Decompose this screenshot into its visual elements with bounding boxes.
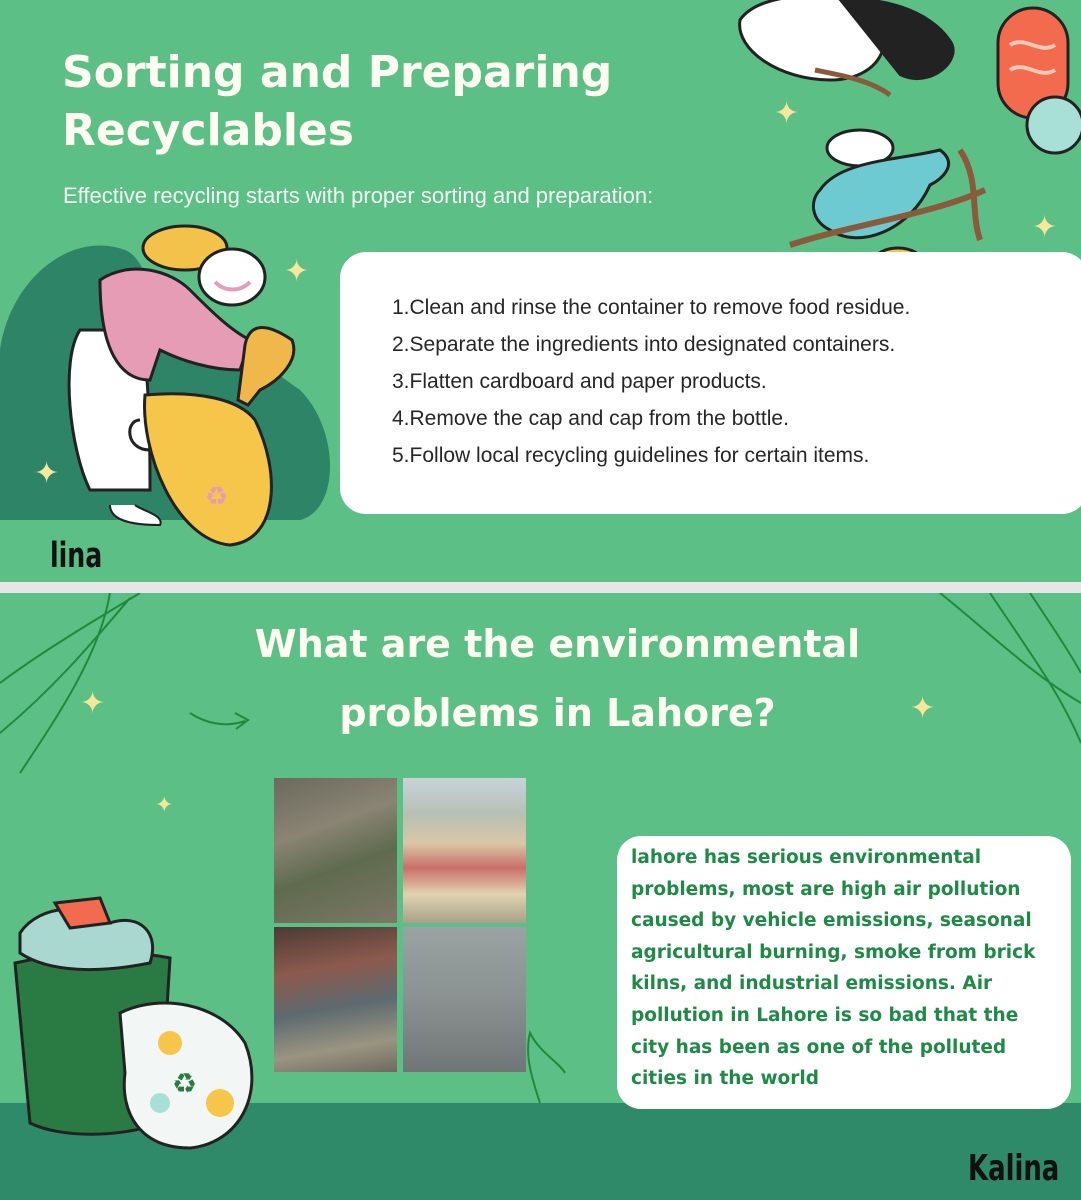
photo-crowded-alley: [274, 927, 397, 1072]
sparkle-icon: ✦: [284, 254, 310, 289]
description-text: lahore has serious environmental problems, most are high air pollution caused by vehicle emissions, seasonal agricultural burning, smoke from brick kilns, and industrial emissions. Air pollution in Lahore is so bad that the city has been as one of the polluted cities in the world: [631, 847, 1036, 1090]
author-label: lina: [50, 536, 103, 576]
step-item: 3.Flatten cardboard and paper products.: [392, 370, 767, 393]
sparkle-icon: ✦: [910, 691, 936, 726]
slide-lahore-problems: [0, 593, 1081, 1200]
step-item: 4.Remove the cap and cap from the bottle.: [392, 407, 789, 430]
recycle-icon: ♻: [172, 1067, 198, 1100]
slide-subtitle: Effective recycling starts with proper sorting and preparation:: [63, 183, 654, 208]
author-label: Kalina: [968, 1148, 1060, 1189]
sparkle-icon: ✦: [80, 686, 106, 721]
slide-title-line1: What are the environmental: [254, 622, 861, 666]
slide-title-line2: problems in Lahore?: [339, 691, 776, 735]
step-item: 1.Clean and rinse the container to remove food residue.: [392, 296, 911, 319]
sparkle-icon: ✦: [774, 96, 800, 131]
step-item: 2.Separate the ingredients into designated containers.: [392, 333, 896, 356]
trash-bin-illustration: [0, 893, 270, 1163]
photo-smog-city: [403, 927, 526, 1072]
photo-garbage-street: [403, 778, 526, 923]
slide-title: Sorting and Preparing Recyclables: [62, 47, 613, 156]
sparkle-icon: ✦: [34, 456, 60, 491]
sparkle-icon: ✦: [155, 793, 174, 818]
trash-pile-illustration: [730, 0, 1081, 280]
sparkle-icon: ✦: [1032, 210, 1058, 245]
step-item: 5.Follow local recycling guidelines for certain items.: [392, 444, 870, 467]
slide-sorting-recyclables: [0, 0, 1081, 582]
steps-list: [392, 292, 910, 477]
recycle-icon: ♻: [205, 482, 229, 512]
photo-polluted-canal: [274, 778, 397, 923]
